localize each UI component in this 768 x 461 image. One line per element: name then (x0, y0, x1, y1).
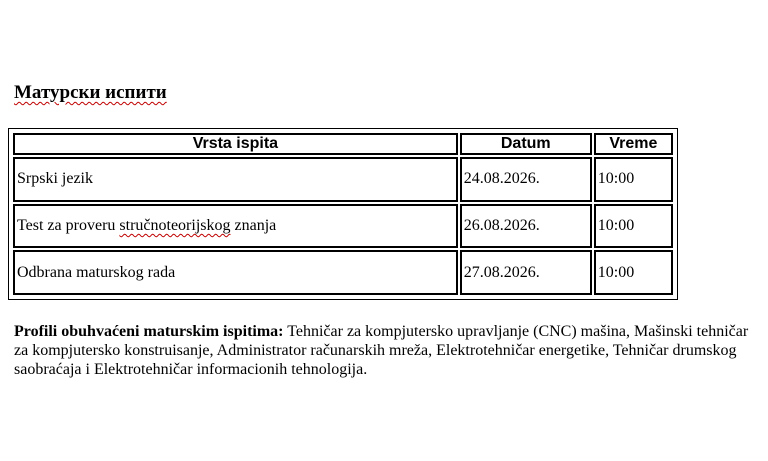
exam-type-cell: Odbrana maturskog rada (13, 250, 458, 295)
table-header-row (13, 133, 673, 155)
table-row (13, 157, 673, 202)
profiles-text: Tehničar za kompjutersko upravljanje (CNC) mašina, Mašinski tehničar za kompjutersko konstruisanje, Administrator računarskih mreža, Elektrotehničar energetike, Tehničar drumskog saobraćaja i Elektrotehničar informacionih tehnologija. (14, 323, 749, 378)
exam-date-cell: 24.08.2026. (460, 157, 592, 202)
profiles-paragraph (14, 322, 764, 379)
exam-type-text-start: Test za proveru (17, 216, 120, 234)
exam-time-cell: 10:00 (594, 204, 673, 249)
exam-date-cell: 27.08.2026. (460, 250, 592, 295)
section-heading: Матурски испити (14, 82, 167, 103)
exam-time-cell: 10:00 (594, 157, 673, 202)
exam-schedule-table-frame (8, 128, 678, 300)
column-header-exam-type: Vrsta ispita (13, 133, 458, 155)
exam-time-cell: 10:00 (594, 250, 673, 295)
exam-type-text-end: znanja (230, 216, 277, 234)
exam-type-cell: Srpski jezik (13, 157, 458, 202)
table-row (13, 250, 673, 295)
spellcheck-flagged-word: stručnoteorijskog (119, 216, 231, 234)
exam-date-cell: 26.08.2026. (460, 204, 592, 249)
profiles-label: Profili obuhvaćeni maturskim ispitima: (14, 323, 284, 340)
table-row (13, 204, 673, 249)
exam-schedule-table (11, 131, 675, 297)
column-header-date: Datum (460, 133, 592, 155)
column-header-time: Vreme (594, 133, 673, 155)
exam-type-cell (13, 204, 458, 249)
